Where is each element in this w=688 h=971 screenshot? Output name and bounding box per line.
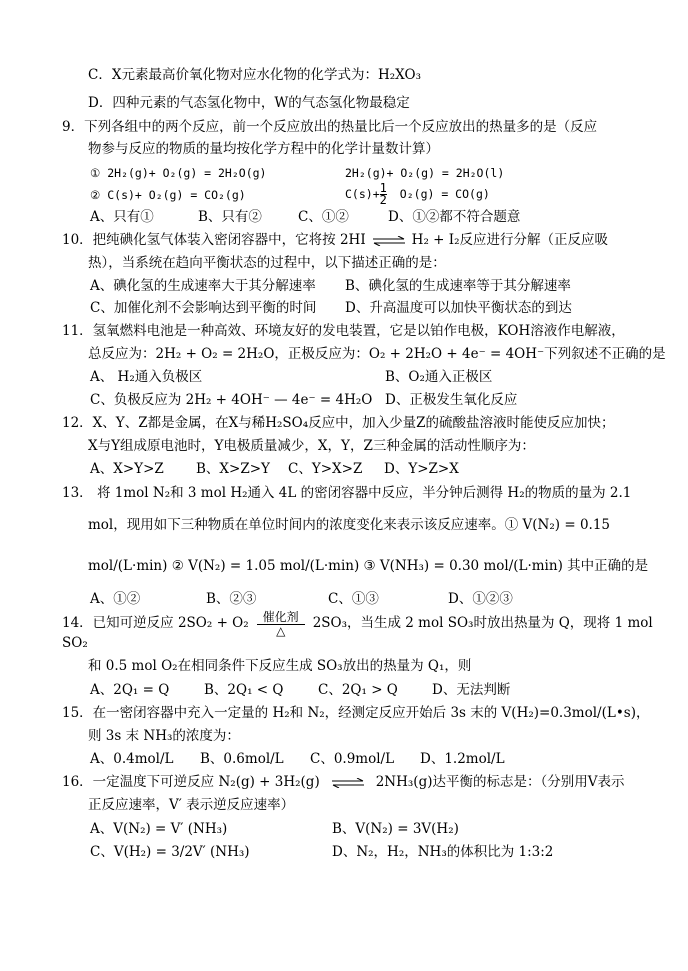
q13-stem-line2: mol，现用如下三种物质在单位时间内的浓度变化来表示该反应速率。① V(N₂) = 0.15	[88, 517, 610, 533]
q9-option-a: A、只有①	[90, 209, 154, 225]
q16-option-d: D、N₂，H₂，NH₃的体积比为 1:3:2	[332, 844, 554, 860]
q10-stem-post: H₂ + I₂反应进行分解（正反应吸	[411, 232, 608, 248]
q9-option-d: D、①②都不符合题意	[388, 209, 521, 225]
q9-option-c: C、①②	[298, 209, 349, 225]
q16-option-c: C、V(H₂) = 3/2V′ (NH₃)	[90, 844, 250, 860]
q13-option-b: B、②③	[206, 591, 257, 607]
q11-option-c: C、负极反应为 2H₂ + 4OH⁻ — 4e⁻ = 4H₂O	[90, 392, 373, 408]
q11-stem-line2: 总反应为：2H₂ + O₂ = 2H₂O，正极反应为：O₂ + 2H₂O + 4e⁻ = 4OH⁻下列叙述不正确的是	[88, 346, 666, 362]
reversible-arrow-icon	[372, 236, 406, 246]
q13-option-c: C、①③	[328, 591, 379, 607]
q13-stem-line1: 13． 将 1mol N₂和 3 mol H₂通入 4L 的密闭容器中反应，半分钟后测得 H₂的物质的量为 2.1	[62, 485, 632, 501]
q16-option-a: A、V(N₂) = V′ (NH₃)	[90, 821, 228, 837]
q11-option-d: D、正极发生氧化反应	[385, 392, 518, 408]
q14-catalyst-label: 催化剂	[257, 610, 305, 625]
q9-stem-line1: 9．下列各组中的两个反应，前一个反应放出的热量比后一个反应放出的热量多的是（反应	[62, 119, 598, 135]
q9-reaction-1b: 2H₂(g)+ O₂(g) = 2H₂O(l)	[345, 166, 505, 180]
q14-catalyst-arrow	[257, 610, 305, 637]
q15-stem-line1: 15．在一密闭容器中充入一定量的 H₂和 N₂，经测定反应开始后 3s 末的 V(H₂)=0.3mol/(L•s)，	[62, 705, 650, 721]
q9-fraction-denominator: 2	[379, 193, 387, 207]
q10-option-d: D、升高温度可以加快平衡状态的到达	[345, 300, 572, 316]
q15-option-b: B、0.6mol/L	[200, 751, 284, 767]
q12-option-d: D、Y>Z>X	[384, 461, 459, 477]
q14-option-d: D、无法判断	[432, 682, 511, 698]
q13-option-d: D、①②③	[448, 591, 513, 607]
q10-option-b: B、碘化氢的生成速率等于其分解速率	[345, 278, 571, 294]
q14-option-c: C、2Q₁ > Q	[318, 682, 398, 698]
q9-reaction-1a: ① 2H₂(g)+ O₂(g) = 2H₂O(g)	[90, 166, 267, 180]
q16-stem-line1	[62, 773, 624, 791]
q9-stem-line2: 物参与反应的物质的量均按化学方程中的化学计量数计算）	[88, 141, 439, 157]
q14-stem-tail: SO₂	[62, 635, 88, 651]
q8-option-d: D．四种元素的气态氢化物中，W的气态氢化物最稳定	[88, 95, 410, 111]
q16-stem-pre: 16．一定温度下可逆反应 N₂(g) + 3H₂(g)	[62, 774, 320, 790]
q9-reaction-2b-post: O₂(g) = CO(g)	[399, 187, 490, 201]
q14-stem-line1	[62, 610, 653, 637]
q12-option-c: C、Y>X>Z	[288, 461, 363, 477]
reversible-arrow-icon	[326, 778, 370, 788]
q16-stem-line2: 正反应速率，V′ 表示逆反应速率）	[88, 797, 295, 813]
q16-stem-post: 2NH₃(g)达平衡的标志是：（分别用V表示	[375, 774, 625, 790]
q12-option-a: A、X>Y>Z	[90, 461, 164, 477]
q12-stem-line2: X与Y组成原电池时，Y电极质量减少，X，Y，Z三种金属的活动性顺序为：	[88, 438, 535, 454]
q14-stem-line2: 和 0.5 mol O₂在相同条件下反应生成 SO₃放出的热量为 Q₁，则	[88, 658, 472, 674]
q8-option-c: C．X元素最高价氧化物对应水化物的化学式为：H₂XO₃	[88, 67, 421, 83]
q9-fraction	[380, 183, 387, 206]
q15-option-c: C、0.9mol/L	[310, 751, 395, 767]
q10-stem-pre: 10．把纯碘化氢气体装入密闭容器中，它将按 2HI	[62, 232, 366, 248]
q14-option-a: A、2Q₁ = Q	[90, 682, 170, 698]
q14-option-b: B、2Q₁ < Q	[204, 682, 284, 698]
q14-options	[90, 681, 510, 699]
q9-reaction-2b-pre: C(s)+	[345, 187, 380, 201]
q14-stem-post: 2SO₃，当生成 2 mol SO₃时放出热量为 Q，现将 1 mol	[312, 615, 653, 631]
q11-stem-line1: 11．氢氧燃料电池是一种高效、环境友好的发电装置，它是以铂作电极，KOH溶液作电解液，	[62, 323, 625, 339]
q13-options	[90, 590, 513, 608]
q13-stem-line3: mol/(L·min) ② V(N₂) = 1.05 mol/(L·min) ③ V(NH₃) = 0.30 mol/(L·min) 其中正确的是	[88, 558, 649, 574]
q12-stem-line1: 12．X、Y、Z都是金属，在X与稀H₂SO₄反应中，加入少量Z的硫酸盐溶液时能使反应加快；	[62, 415, 615, 431]
q10-option-c: C、加催化剂不会影响达到平衡的时间	[90, 300, 317, 316]
q12-options	[90, 460, 459, 478]
q11-option-a: A、 H₂通入负极区	[90, 369, 203, 385]
q15-option-a: A、0.4mol/L	[90, 751, 174, 767]
q9-options	[90, 208, 520, 226]
q14-stem-pre: 14．已知可逆反应 2SO₂ + O₂	[62, 615, 249, 631]
q15-option-d: D、1.2mol/L	[420, 751, 505, 767]
q10-stem-line1	[62, 231, 608, 249]
q9-reaction-2b	[345, 183, 490, 206]
q9-option-b: B、只有②	[198, 209, 262, 225]
q12-option-b: B、X>Z>Y	[196, 461, 270, 477]
q14-heat-symbol: △	[276, 624, 286, 638]
q10-stem-line2: 热），当系统在趋向平衡状态的过程中，以下描述正确的是：	[88, 255, 446, 271]
q9-fraction-numerator: 1	[379, 181, 387, 195]
q16-option-b: B、V(N₂) = 3V(H₂)	[332, 821, 459, 837]
q15-options	[90, 750, 505, 768]
q11-option-b: B、O₂通入正极区	[385, 369, 493, 385]
q9-reaction-2a: ② C(s)+ O₂(g) = CO₂(g)	[90, 188, 246, 202]
q15-stem-line2: 则 3s 末 NH₃的浓度为：	[88, 728, 240, 744]
q10-option-a: A、碘化氢的生成速率大于其分解速率	[90, 278, 316, 294]
q13-option-a: A、①②	[90, 591, 141, 607]
